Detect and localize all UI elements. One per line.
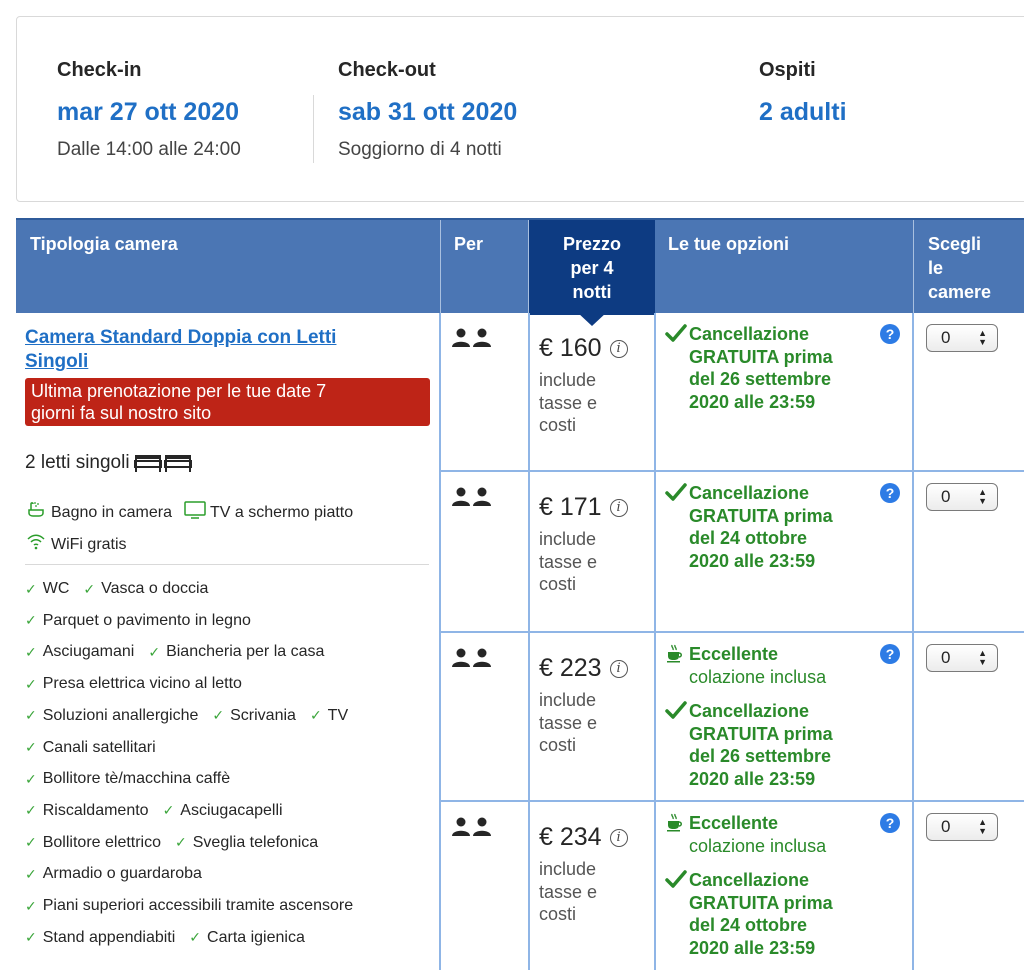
amenity-label: Biancheria per la casa — [166, 643, 325, 661]
check-icon: ✓ — [25, 834, 37, 851]
single-bed-icon — [164, 453, 192, 473]
amenity-item — [25, 612, 251, 630]
grid-line — [439, 313, 441, 970]
check-icon: ✓ — [25, 580, 37, 597]
cancellation-line: GRATUITA prima — [689, 892, 833, 913]
amenity-row — [25, 929, 305, 947]
amenity-row — [25, 897, 353, 915]
alert-line1: Ultima prenotazione per le tue date 7 — [31, 381, 327, 401]
cancellation-line: GRATUITA prima — [689, 346, 833, 367]
divider — [25, 564, 429, 565]
amenity-item — [175, 834, 318, 852]
room-price — [539, 493, 628, 522]
facility-label: Bagno in camera — [51, 503, 172, 521]
check-icon: ✓ — [25, 802, 37, 819]
persons-icon — [451, 648, 493, 668]
check-icon — [665, 700, 685, 720]
tv-icon — [184, 500, 206, 525]
amenity-row — [25, 675, 242, 693]
select-value: 0 — [941, 487, 951, 506]
check-icon — [665, 869, 685, 889]
amenity-row — [25, 580, 208, 598]
select-arrows-icon: ▲ ▼ — [978, 328, 987, 347]
check-icon — [665, 482, 685, 502]
breakfast-option — [665, 812, 885, 857]
guests-value[interactable]: 2 adulti — [759, 98, 847, 126]
amenity-label: Presa elettrica vicino al letto — [42, 675, 242, 693]
room-price — [539, 654, 628, 683]
cancellation-line: del 24 ottobre — [689, 915, 808, 935]
amenity-label: WC — [42, 580, 70, 597]
check-icon: ✓ — [309, 707, 322, 724]
select-value: 0 — [941, 648, 951, 667]
amenity-label: Piani superiori accessibili tramite ascensore — [42, 897, 354, 914]
help-icon[interactable]: ? — [880, 324, 900, 344]
amenity-row — [25, 770, 230, 788]
check-icon: ✓ — [25, 707, 37, 724]
info-icon[interactable]: i — [610, 660, 628, 678]
cancellation-line: 2020 alle 23:59 — [689, 550, 816, 571]
amenity-label: TV — [327, 706, 349, 724]
amenity-label: Riscaldamento — [42, 801, 149, 819]
header-options: Le tue opzioni — [668, 234, 789, 254]
amenity-item — [25, 929, 175, 947]
cancellation-line: Cancellazione — [689, 701, 810, 721]
amenity-row — [25, 739, 156, 757]
price-note: include tasse e costi — [539, 529, 598, 594]
amenity-item — [25, 865, 202, 883]
check-icon: ✓ — [25, 770, 37, 787]
amenity-item — [25, 834, 161, 852]
info-icon[interactable]: i — [610, 829, 628, 847]
check-icon: ✓ — [162, 802, 175, 819]
price-note: include tasse e costi — [539, 859, 598, 924]
amenity-row — [25, 865, 202, 883]
select-value: 0 — [941, 817, 951, 836]
header-per: Per — [454, 234, 484, 254]
amenity-item — [25, 707, 198, 725]
guests-block — [759, 59, 847, 127]
info-icon[interactable]: i — [610, 340, 628, 358]
coffee-cup-icon — [665, 643, 687, 665]
cancellation-line: del 26 settembre — [689, 369, 832, 389]
check-icon — [665, 323, 685, 343]
cancellation-line: GRATUITA prima — [689, 505, 833, 526]
alert-line2: giorni fa sul nostro sito — [31, 403, 212, 423]
room-name-line1: Camera Standard Doppia con Letti — [25, 327, 337, 348]
room-quantity-select[interactable] — [926, 483, 998, 511]
facility-row — [25, 532, 127, 557]
check-icon: ✓ — [25, 929, 37, 946]
facility-row — [25, 500, 353, 525]
amenity-item — [83, 580, 208, 598]
grid-line — [439, 470, 1024, 472]
check-icon: ✓ — [175, 834, 187, 851]
header-price-line3: notti — [572, 282, 612, 302]
amenity-item — [148, 643, 324, 661]
check-icon: ✓ — [25, 739, 37, 755]
amenity-label: Vasca o doccia — [101, 580, 209, 597]
free-cancellation-option — [665, 482, 885, 572]
bath-icon — [25, 500, 47, 525]
room-table — [16, 218, 1024, 970]
header-choose-line3: camere — [928, 282, 992, 302]
amenity-item — [25, 580, 69, 598]
price-sort-arrow — [577, 312, 607, 326]
free-cancellation-option — [665, 323, 885, 413]
grid-line — [654, 313, 656, 970]
grid-line — [912, 313, 914, 970]
amenity-label: Stand appendiabiti — [42, 928, 176, 946]
beds-info — [25, 452, 192, 474]
check-icon: ✓ — [25, 675, 37, 692]
amenity-label: Parquet o pavimento in legno — [42, 611, 251, 629]
cancellation-line: GRATUITA prima — [689, 723, 833, 744]
grid-line — [528, 313, 530, 970]
amenity-item — [25, 675, 242, 693]
price-value: € 234 — [539, 823, 602, 851]
cancellation-line: del 24 ottobre — [689, 528, 808, 548]
room-quantity-select[interactable] — [926, 813, 998, 841]
header-price-line2: per 4 — [570, 258, 614, 278]
checkin-hours: Dalle 14:00 alle 24:00 — [57, 139, 241, 160]
persons-icon — [451, 487, 493, 507]
checkout-label: Check-out — [338, 59, 436, 81]
checkout-block — [338, 59, 517, 161]
cancellation-line: 2020 alle 23:59 — [689, 391, 816, 412]
room-name-line2: Singoli — [25, 351, 89, 372]
free-cancellation-option — [665, 869, 885, 959]
table-header — [16, 218, 1024, 313]
room-quantity-select[interactable] — [926, 324, 998, 352]
cancellation-line: 2020 alle 23:59 — [689, 937, 816, 958]
amenity-item — [189, 929, 305, 947]
header-separator — [440, 220, 441, 315]
breakfast-title: Eccellente — [689, 813, 779, 833]
amenity-label: Asciugamani — [42, 643, 135, 661]
header-room-type: Tipologia camera — [30, 234, 178, 254]
header-choose-line2: le — [928, 258, 944, 278]
last-booking-alert — [25, 378, 430, 426]
booking-summary — [16, 16, 1024, 202]
check-icon: ✓ — [83, 580, 96, 597]
header-price — [529, 220, 655, 315]
check-icon: ✓ — [25, 865, 37, 882]
facility-label: WiFi gratis — [51, 535, 127, 553]
price-note: include tasse e costi — [539, 370, 598, 435]
amenity-label: Scrivania — [230, 706, 296, 724]
amenity-label: Armadio o guardaroba — [42, 865, 202, 883]
price-note: include tasse e costi — [539, 690, 598, 755]
breakfast-title: Eccellente — [689, 644, 779, 664]
amenity-label: Asciugacapelli — [180, 801, 283, 819]
breakfast-option — [665, 643, 885, 688]
select-arrows-icon: ▲ ▼ — [978, 648, 987, 667]
header-price-line1: Prezzo — [562, 234, 622, 254]
check-icon: ✓ — [25, 612, 37, 629]
amenity-row — [25, 802, 283, 820]
summary-divider — [313, 95, 314, 163]
check-icon: ✓ — [189, 929, 202, 946]
checkin-date[interactable]: mar 27 ott 2020 — [57, 98, 240, 126]
checkin-block — [57, 59, 241, 161]
checkout-date[interactable]: sab 31 ott 2020 — [338, 98, 518, 126]
amenity-item — [25, 802, 149, 820]
check-icon: ✓ — [148, 643, 161, 660]
facility-label: TV a schermo piatto — [209, 503, 354, 521]
select-arrows-icon: ▲ ▼ — [978, 817, 987, 836]
amenity-label: Carta igienica — [207, 928, 305, 946]
price-value: € 160 — [539, 334, 602, 362]
checkin-label: Check-in — [57, 59, 142, 81]
help-icon[interactable]: ? — [880, 483, 900, 503]
wifi-icon — [25, 532, 47, 557]
price-value: € 171 — [539, 493, 602, 521]
persons-icon — [451, 817, 493, 837]
amenity-row — [25, 612, 251, 630]
amenity-item — [212, 707, 296, 725]
coffee-cup-icon — [665, 812, 687, 834]
amenity-label: Soluzioni anallergiche — [42, 706, 199, 724]
header-choose-line1: Scegli — [928, 234, 982, 254]
persons-icon — [451, 328, 493, 348]
help-icon[interactable]: ? — [880, 644, 900, 664]
breakfast-sub: colazione inclusa — [689, 835, 827, 856]
cancellation-line: Cancellazione — [689, 483, 810, 503]
room-price — [539, 823, 628, 852]
amenity-row — [25, 834, 318, 852]
grid-line — [439, 800, 1024, 802]
amenity-row — [25, 643, 324, 661]
cancellation-line: Cancellazione — [689, 324, 810, 344]
amenity-label: Sveglia telefonica — [192, 833, 319, 851]
room-quantity-select[interactable] — [926, 644, 998, 672]
room-price — [539, 334, 628, 363]
amenity-item — [310, 707, 348, 725]
select-value: 0 — [941, 328, 951, 347]
amenity-item — [25, 897, 353, 915]
free-cancellation-option — [665, 700, 885, 790]
price-value: € 223 — [539, 654, 602, 682]
info-icon[interactable]: i — [610, 499, 628, 517]
breakfast-sub: colazione inclusa — [689, 666, 827, 687]
check-icon: ✓ — [25, 643, 37, 660]
check-icon: ✓ — [25, 897, 37, 914]
amenity-item — [25, 739, 156, 757]
cancellation-line: 2020 alle 23:59 — [689, 768, 816, 789]
guests-label: Ospiti — [759, 59, 816, 81]
header-choose — [928, 232, 991, 304]
beds-label: 2 letti singoli — [25, 452, 130, 473]
header-separator — [913, 220, 914, 315]
cancellation-line: Cancellazione — [689, 870, 810, 890]
cancellation-line: del 26 settembre — [689, 746, 832, 766]
amenity-row — [25, 707, 348, 725]
check-icon: ✓ — [212, 707, 225, 724]
stay-length: Soggiorno di 4 notti — [338, 139, 502, 160]
amenity-item — [163, 802, 283, 820]
amenity-label: Canali satellitari — [42, 738, 156, 756]
room-name-link[interactable] — [25, 326, 405, 374]
amenity-label: Bollitore tè/macchina caffè — [42, 770, 231, 788]
select-arrows-icon: ▲ ▼ — [978, 487, 987, 506]
amenity-item — [25, 643, 134, 661]
single-bed-icon — [134, 453, 162, 473]
grid-line — [439, 631, 1024, 633]
amenity-label: Bollitore elettrico — [42, 833, 162, 851]
help-icon[interactable]: ? — [880, 813, 900, 833]
bed-icons — [134, 453, 192, 473]
amenity-item — [25, 770, 230, 788]
